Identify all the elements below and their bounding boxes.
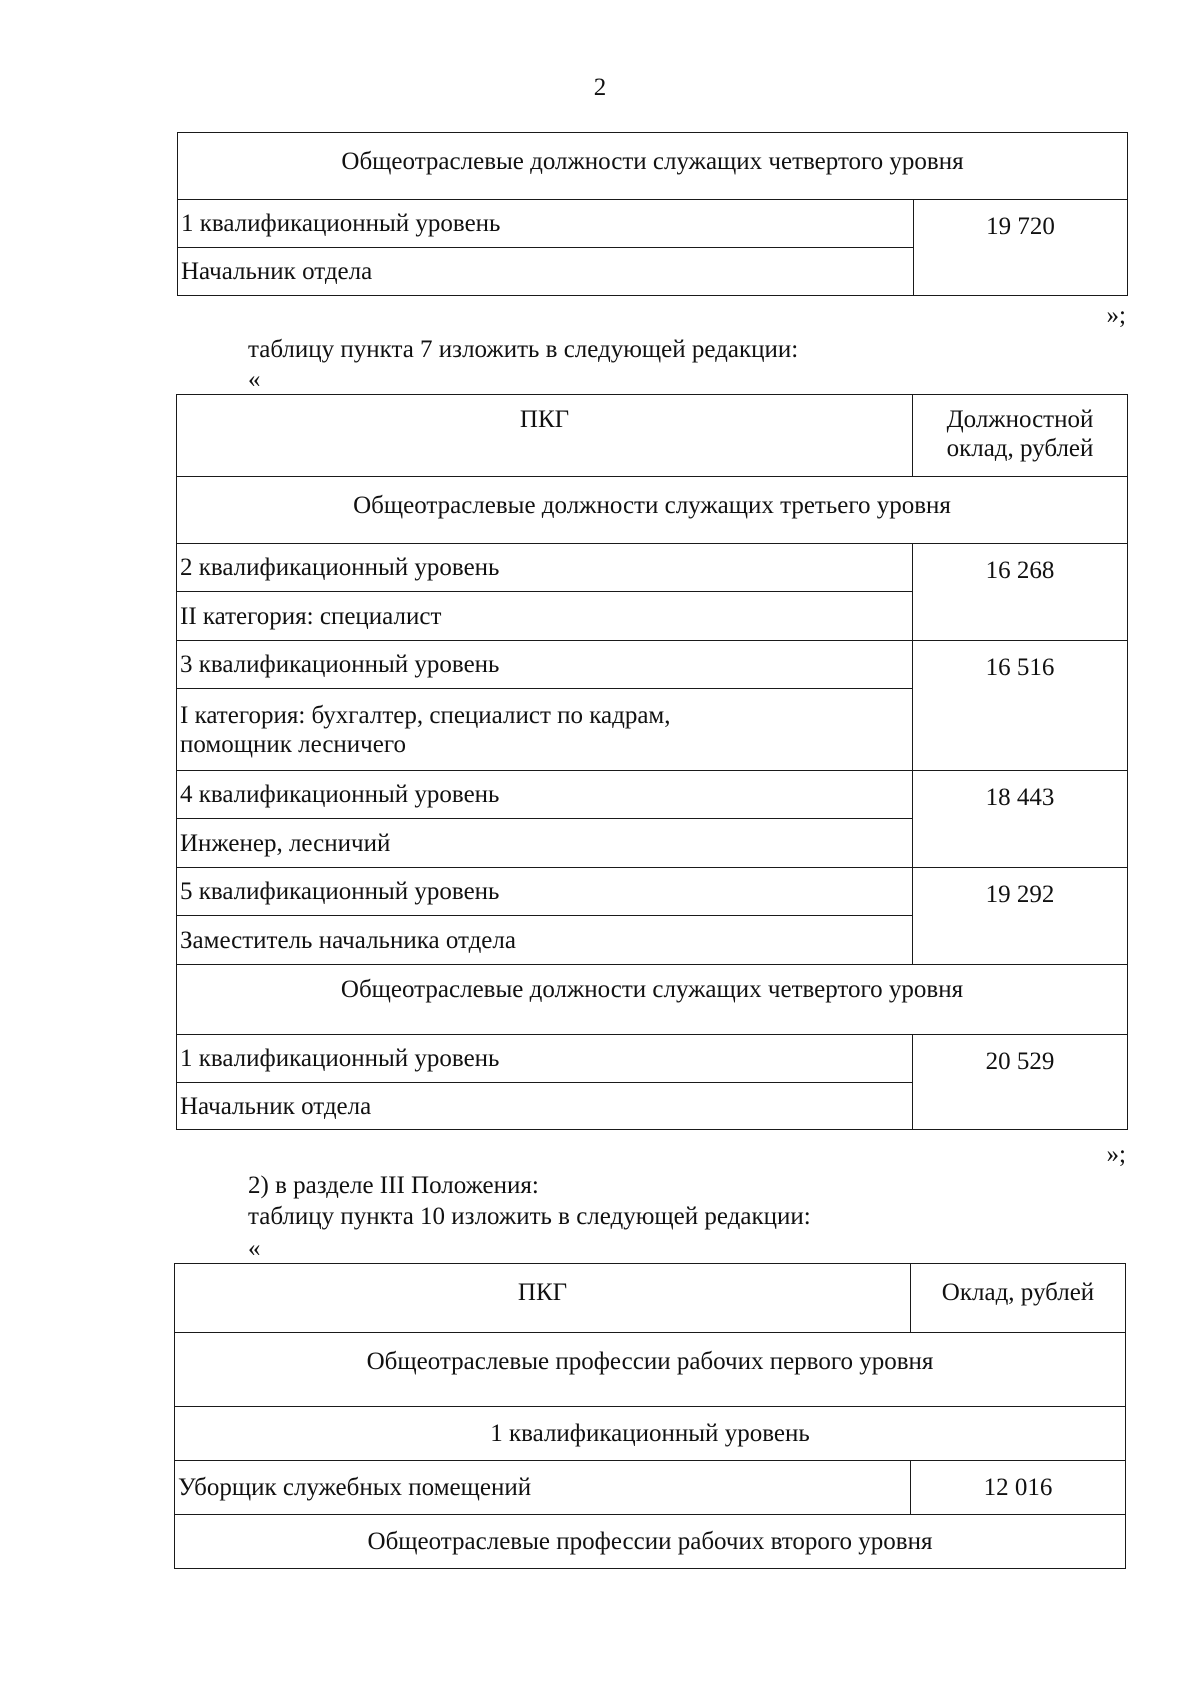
salary-table-fourth-level [177,132,1128,296]
position-name: Инженер, лесничий [177,819,913,868]
header-salary-line2: оклад, рублей [946,435,1094,462]
salary-value: 16 268 [913,544,1128,641]
closing-quote: »; [1106,1141,1126,1168]
position-name: Начальник отдела [178,248,914,296]
position-line2: помощник лесничего [180,730,406,758]
opening-quote: « [248,1235,261,1262]
position-name: Уборщик служебных помещений [175,1461,911,1515]
header-pkg: ПКГ [177,395,913,477]
salary-value: 19 720 [914,200,1128,296]
group-heading: Общеотраслевые должности служащих третьего уровня [177,477,1128,544]
salary-table-point-7 [176,394,1128,1130]
position-name: II категория: специалист [177,592,913,641]
instruction-text: таблицу пункта 10 изложить в следующей редакции: [248,1203,811,1230]
closing-quote: »; [1106,302,1126,329]
qualification-level: 3 квалификационный уровень [177,641,913,689]
page-number: 2 [593,74,607,101]
salary-table-point-10 [174,1263,1126,1569]
qualification-level: 1 квалификационный уровень [177,1035,913,1083]
position-line1: I категория: бухгалтер, специалист по кадрам, [180,701,671,729]
group-heading: Общеотраслевые профессии рабочих первого уровня [175,1333,1126,1407]
salary-value: 20 529 [913,1035,1128,1130]
qualification-level: 1 квалификационный уровень [175,1407,1126,1461]
salary-value: 19 292 [913,868,1128,965]
position-name [177,689,913,771]
group-heading: Общеотраслевые должности служащих четвертого уровня [178,133,1128,200]
position-name: Заместитель начальника отдела [177,916,913,965]
header-salary [913,395,1128,477]
header-pkg: ПКГ [175,1264,911,1333]
header-salary-line1: Должностной [946,406,1094,433]
group-heading: Общеотраслевые должности служащих четвертого уровня [177,965,1128,1035]
section-line: 2) в разделе III Положения: [248,1172,539,1199]
header-salary: Оклад, рублей [911,1264,1126,1333]
salary-value: 12 016 [911,1461,1126,1515]
qualification-level: 1 квалификационный уровень [178,200,914,248]
salary-value: 16 516 [913,641,1128,771]
instruction-text: таблицу пункта 7 изложить в следующей редакции: [248,336,799,363]
qualification-level: 4 квалификационный уровень [177,771,913,819]
qualification-level: 5 квалификационный уровень [177,868,913,916]
salary-value: 18 443 [913,771,1128,868]
opening-quote: « [248,366,261,393]
position-name: Начальник отдела [177,1083,913,1130]
group-heading: Общеотраслевые профессии рабочих второго уровня [175,1515,1126,1569]
qualification-level: 2 квалификационный уровень [177,544,913,592]
